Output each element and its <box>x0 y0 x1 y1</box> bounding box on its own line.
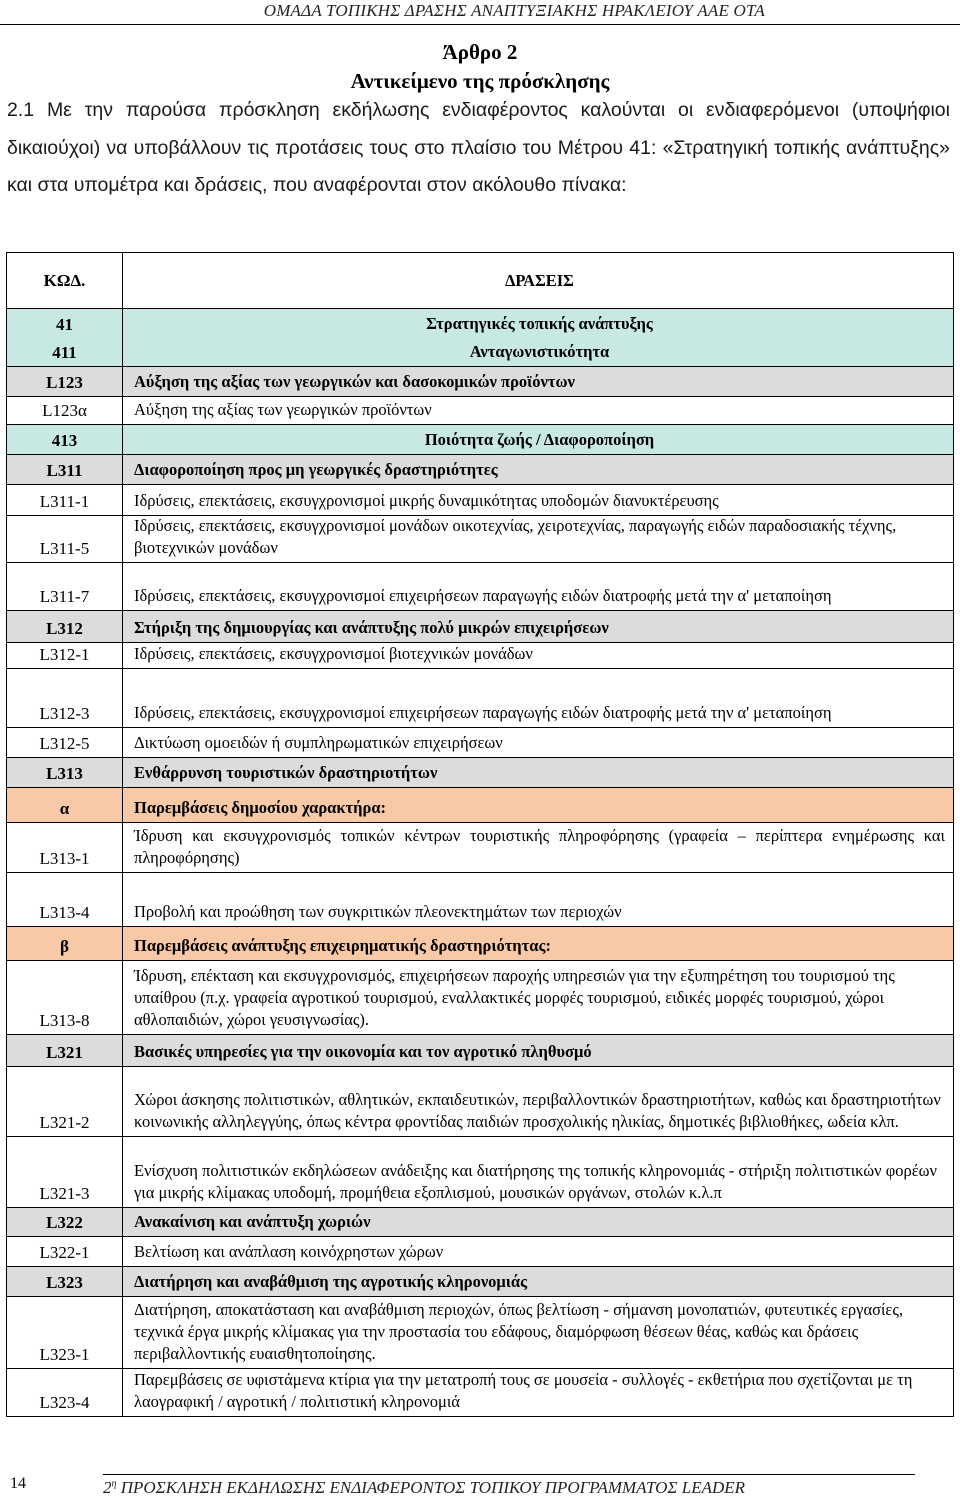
row-description: Ανακαίνιση και ανάπτυξη χωριών <box>134 1212 371 1231</box>
row-description: Ιδρύσεις, επεκτάσεις, εκσυγχρονισμοί μικρής δυναμικότητας υποδομών διανυκτέρευσης <box>134 491 719 510</box>
column-header-code: ΚΩΔ. <box>7 253 123 308</box>
row-description: Διατήρηση, αποκατάσταση και αναβάθμιση περιοχών, όπως βελτίωση - σήμανση μονοπατιών, φυτευτικές εργασίες, τεχνικά έργα μικρής κλίμακας για την προστασία του εδάφους, διαμόρφωση θέσεων θέας, καθώς και δράσεις περιβαλλοντικής ευαισθητοποίησης. <box>134 1300 904 1363</box>
footer-divider <box>103 1474 915 1475</box>
row-code: L311-7 <box>7 563 123 610</box>
table-row <box>7 338 953 367</box>
row-description: Διαφοροποίηση προς μη γεωργικές δραστηριότητες <box>134 460 498 479</box>
row-code: L312-3 <box>7 669 123 727</box>
row-code: L312 <box>7 611 123 642</box>
article-heading <box>0 38 960 96</box>
row-code: 411 <box>7 338 123 366</box>
table-row <box>7 425 953 455</box>
row-code: L313-4 <box>7 873 123 926</box>
row-description: Βελτίωση και ανάπλαση κοινόχρηστων χώρων <box>134 1242 444 1261</box>
row-code: L313 <box>7 758 123 787</box>
table-row <box>7 563 953 611</box>
row-description: Ιδρύσεις, επεκτάσεις, εκσυγχρονισμοί επιχειρήσεων παραγωγής ειδών διατροφής μετά την α' μεταποίηση <box>134 586 832 605</box>
row-code: L323 <box>7 1267 123 1296</box>
table-row <box>7 1208 953 1237</box>
row-description: Διατήρηση και αναβάθμιση της αγροτικής κληρονομιάς <box>134 1272 528 1291</box>
footer-text: ΠΡΟΣΚΛΗΣΗ ΕΚΔΗΛΩΣΗΣ ΕΝΔΙΑΦΕΡΟΝΤΟΣ ΤΟΠΙΚΟΥ ΠΡΟΓΡΑΜΜΑΤΟΣ LEADER <box>116 1478 746 1497</box>
row-description: Αύξηση της αξίας των γεωργικών προϊόντων <box>134 400 432 419</box>
table-row <box>7 611 953 643</box>
table-row <box>7 758 953 788</box>
row-code: L323-4 <box>7 1369 123 1416</box>
table-row <box>7 1267 953 1297</box>
row-description: Αύξηση της αξίας των γεωργικών και δασοκομικών προϊόντων <box>134 372 575 391</box>
table-row <box>7 669 953 728</box>
row-description: Ίδρυση και εκσυγχρονισμός τοπικών κέντρων τουριστικής πληροφόρησης (γραφεία – περίπτερα ενημέρωσης και πληροφόρησης) <box>134 826 945 867</box>
table-row <box>7 1067 953 1137</box>
table-row <box>7 823 953 873</box>
table-header-row <box>7 253 953 309</box>
row-code: L323-1 <box>7 1297 123 1368</box>
row-code: β <box>7 927 123 960</box>
footer-ordinal: 2 <box>103 1478 112 1497</box>
row-description: Βασικές υπηρεσίες για την οικονομία και τον αγροτικό πληθυσμό <box>134 1042 592 1061</box>
row-code: 413 <box>7 425 123 454</box>
row-code: L321-3 <box>7 1137 123 1207</box>
row-code: L311-1 <box>7 485 123 515</box>
table-row <box>7 728 953 758</box>
page-number: 14 <box>10 1475 26 1492</box>
actions-table <box>6 252 954 1417</box>
row-description: Ιδρύσεις, επεκτάσεις, εκσυγχρονισμοί επιχειρήσεων παραγωγής ειδών διατροφής μετά την α' μεταποίηση <box>134 703 832 722</box>
row-description: Στήριξη της δημιουργίας και ανάπτυξης πολύ μικρών επιχειρήσεων <box>134 618 609 637</box>
row-description: Ιδρύσεις, επεκτάσεις, εκσυγχρονισμοί βιοτεχνικών μονάδων <box>134 644 533 663</box>
table-row <box>7 961 953 1035</box>
row-code: L313-1 <box>7 823 123 872</box>
table-row <box>7 873 953 927</box>
row-description: Ανταγωνιστικότητα <box>469 342 610 361</box>
row-code: 41 <box>7 309 123 338</box>
row-description: Παρεμβάσεις δημοσίου χαρακτήρα: <box>134 798 387 817</box>
table-row <box>7 1137 953 1208</box>
row-code: L322-1 <box>7 1237 123 1266</box>
table-row <box>7 455 953 485</box>
table-row <box>7 397 953 425</box>
row-code: L322 <box>7 1208 123 1236</box>
table-row <box>7 485 953 516</box>
row-description: Παρεμβάσεις σε υφιστάμενα κτίρια για την μετατροπή τους σε μουσεία - συλλογές - εκθετήρια που σχετίζονται με τη λαογραφική / αγροτική / πολιτιστική κληρονομιά <box>134 1370 913 1411</box>
row-description: Στρατηγικές τοπικής ανάπτυξης <box>426 314 653 333</box>
footer-title <box>103 1478 745 1498</box>
article-number: Άρθρο 2 <box>442 40 518 64</box>
table-row <box>7 927 953 961</box>
row-description: Προβολή και προώθηση των συγκριτικών πλεονεκτημάτων των περιοχών <box>134 902 622 921</box>
row-description: Δικτύωση ομοειδών ή συμπληρωματικών επιχειρήσεων <box>134 733 503 752</box>
footer-ordinal-suffix: η <box>111 1478 117 1490</box>
table-row <box>7 367 953 397</box>
row-description: Ενίσχυση πολιτιστικών εκδηλώσεων ανάδειξης και διατήρησης της τοπικής κληρονομιάς - στήριξη πολιτιστικών φορέων για μικρής κλίμακας υποδομή, προμήθεια εξοπλισμού, μουσικών οργάνων, στολών κ.λ.π <box>134 1161 938 1202</box>
row-code: L321-2 <box>7 1067 123 1136</box>
row-code: L312-1 <box>7 643 123 668</box>
table-row <box>7 1369 953 1416</box>
row-code: L123 <box>7 367 123 396</box>
table-row <box>7 1035 953 1067</box>
intro-paragraph: 2.1 Με την παρούσα πρόσκληση εκδήλωσης ενδιαφέροντος καλούνται οι ενδιαφερόμενοι (υποψήφιοι δικαιούχοι) να υποβάλλουν τις προτάσεις τους στο πλαίσιο του Μέτρου 41: «Στρατηγική τοπικής ανάπτυξης» και στα υπομέτρα και δράσεις, που αναφέρονται στον ακόλουθο πίνακα: <box>7 99 950 196</box>
page-header <box>0 0 960 25</box>
row-description: Ενθάρρυνση τουριστικών δραστηριοτήτων <box>134 763 438 782</box>
table-row <box>7 516 953 563</box>
row-code: L311-5 <box>7 516 123 562</box>
table-row <box>7 1237 953 1267</box>
column-header-actions: ΔΡΑΣΕΙΣ <box>505 270 574 290</box>
row-code: α <box>7 788 123 822</box>
row-code: L311 <box>7 455 123 484</box>
header-organization: ΟΜΑΔΑ ΤΟΠΙΚΗΣ ΔΡΑΣΗΣ ΑΝΑΠΤΥΞΙΑΚΗΣ ΗΡΑΚΛΕΙΟΥ ΑΑΕ ΟΤΑ <box>263 1 765 20</box>
row-code: L321 <box>7 1035 123 1066</box>
table-row <box>7 788 953 823</box>
row-description: Χώροι άσκησης πολιτιστικών, αθλητικών, εκπαιδευτικών, περιβαλλοντικών δραστηριοτήτων, καθώς και δραστηριοτήτων κοινωνικής αλληλεγγύης, όπως κέντρα φροντίδας παιδιών προσχολικής ηλικίας, δημοτικές βιβλιοθήκες, ωδεία κλπ. <box>134 1090 941 1131</box>
table-row <box>7 309 953 338</box>
row-description: Ποιότητα ζωής / Διαφοροποίηση <box>424 430 655 449</box>
row-description: Ιδρύσεις, επεκτάσεις, εκσυγχρονισμοί μονάδων οικοτεχνίας, χειροτεχνίας, παραγωγής ειδών παραδοσιακής τέχνης, βιοτεχνικών μονάδων <box>134 516 897 557</box>
table-row <box>7 1297 953 1369</box>
article-title: Αντικείμενο της πρόσκλησης <box>350 69 610 93</box>
row-code: L312-5 <box>7 728 123 757</box>
table-row <box>7 643 953 669</box>
row-code: L123α <box>7 397 123 424</box>
row-description: Ίδρυση, επέκταση και εκσυγχρονισμός, επιχειρήσεων παροχής υπηρεσιών για την εξυπηρέτηση του τουρισμού της υπαίθρου (π.χ. γραφεία αγροτικού τουρισμού, εναλλακτικές μορφές τουρισμού, ειδικές μορφές τουρισμού, χώροι αθλοπαιδιών, χώροι γευσιγνωσίας). <box>134 966 895 1029</box>
row-description: Παρεμβάσεις ανάπτυξης επιχειρηματικής δραστηριότητας: <box>134 936 551 955</box>
row-code: L313-8 <box>7 961 123 1034</box>
